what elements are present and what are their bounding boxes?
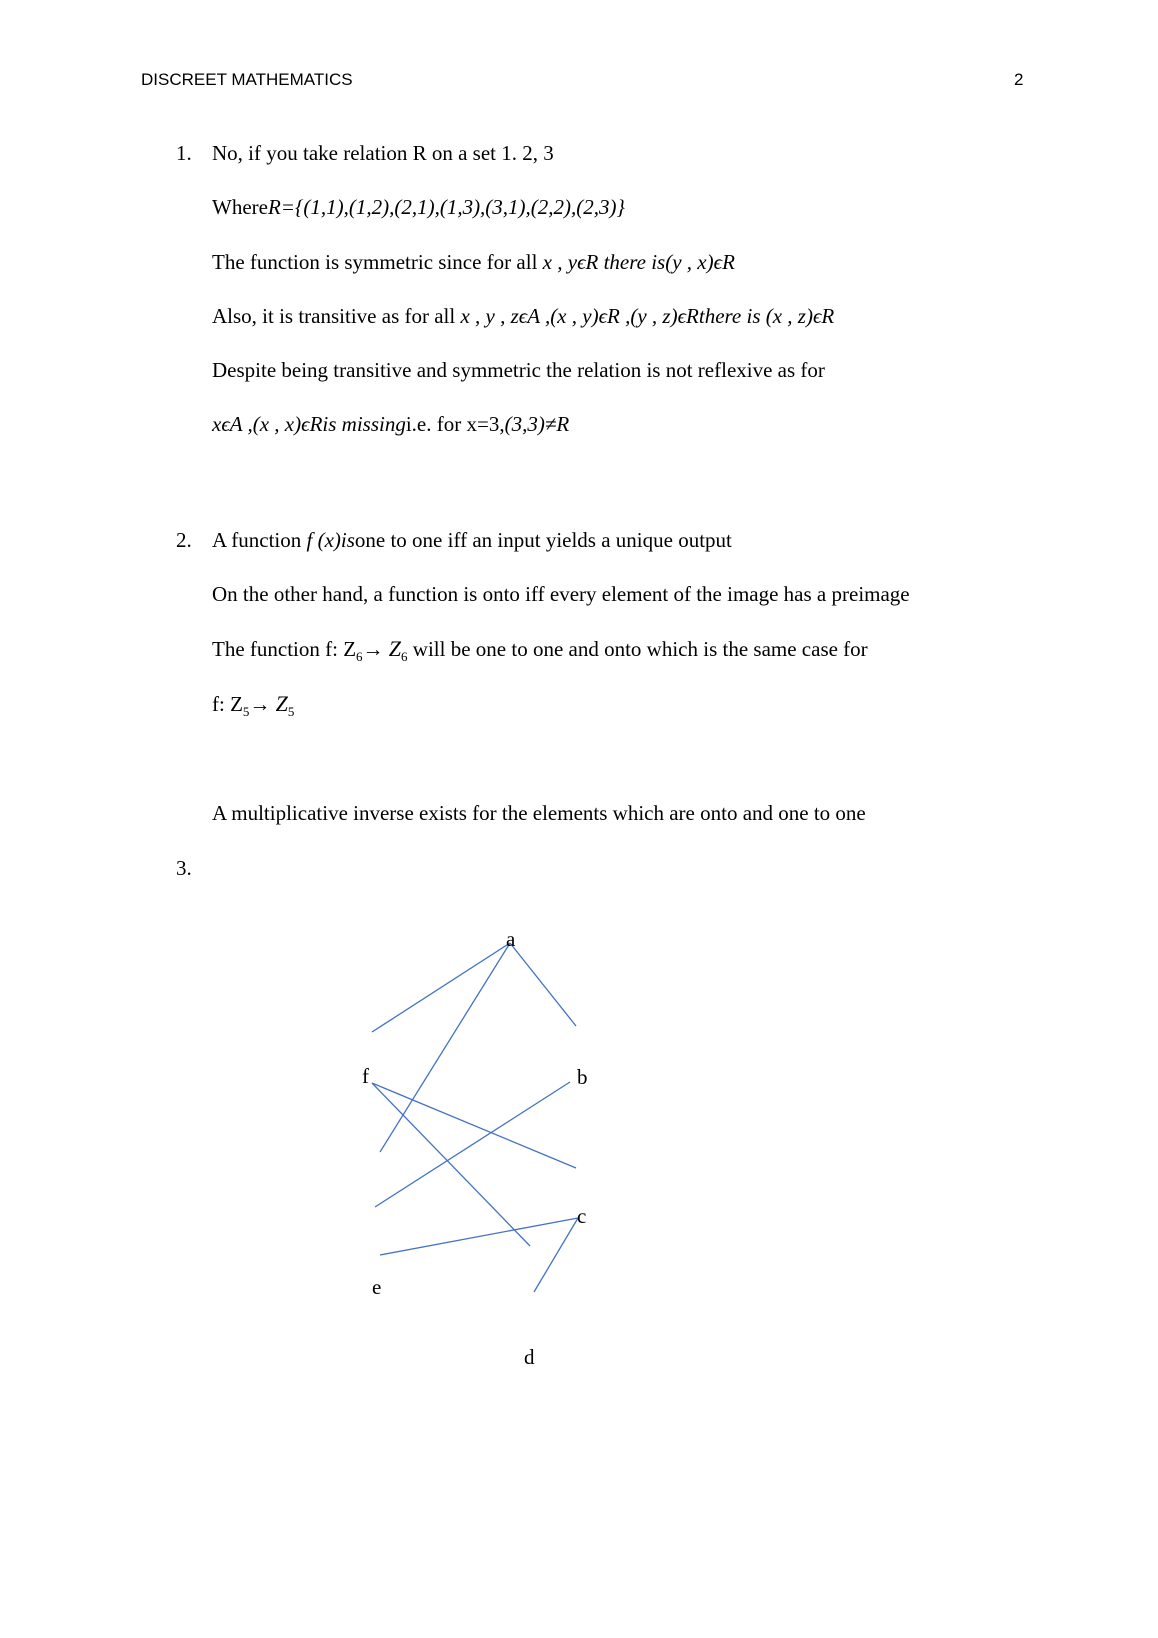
q2-line-3-sub-2: 6 bbox=[401, 649, 408, 665]
edge-line bbox=[375, 1082, 570, 1207]
q2-line-3-text-b: will be one to one and onto which is the same case for bbox=[407, 637, 868, 661]
edge-line bbox=[534, 1218, 578, 1292]
q1-line-3 bbox=[212, 250, 735, 275]
q2-function-math: f (x)is bbox=[306, 528, 355, 552]
q1-line-2 bbox=[212, 195, 625, 220]
q3-number: 3. bbox=[176, 856, 192, 880]
q1-transitive-math: x , y , zϵA ,(x , y)ϵR ,(y , z)ϵRthere is (x , z)ϵR bbox=[460, 304, 835, 328]
edge-line bbox=[372, 1083, 530, 1246]
running-header: DISCREET MATHEMATICS bbox=[141, 70, 353, 89]
graph-edges bbox=[372, 943, 578, 1292]
q1-line-1: No, if you take relation R on a set 1. 2, 3 bbox=[212, 141, 554, 165]
q1-relation-set: R={(1,1),(1,2),(2,1),(1,3),(3,1),(2,2),(2,3)} bbox=[267, 195, 625, 219]
q1-number: 1. bbox=[176, 141, 192, 165]
q2-line-2: On the other hand, a function is onto iff every element of the image has a preimage bbox=[212, 582, 910, 606]
edge-line bbox=[380, 943, 510, 1152]
q1-line-6-text: i.e. for x=3, bbox=[405, 412, 505, 436]
q1-reflexive-math: xϵA ,(x , x)ϵRis missing bbox=[212, 412, 406, 436]
node-label-f: f bbox=[362, 1064, 369, 1088]
q1-line-4-text: Also, it is transitive as for all bbox=[212, 304, 461, 328]
q2-line-4-z: Z bbox=[275, 691, 288, 716]
node-label-b: b bbox=[577, 1065, 588, 1089]
edge-line bbox=[380, 1218, 578, 1255]
edge-line bbox=[372, 1083, 576, 1168]
node-label-d: d bbox=[524, 1345, 535, 1369]
q1-line-6 bbox=[212, 412, 569, 437]
q1-line-3-text: The function is symmetric since for all bbox=[212, 250, 543, 274]
q1-counterexample-math: (3,3)≠R bbox=[504, 412, 570, 436]
edge-line bbox=[510, 943, 576, 1026]
q2-line-4-sub-1: 5 bbox=[242, 704, 250, 720]
q2-line-1-text-a: A function bbox=[212, 528, 307, 552]
q2-line-5: A multiplicative inverse exists for the elements which are onto and one to one bbox=[212, 801, 866, 825]
page-number: 2 bbox=[1014, 70, 1024, 89]
q2-line-4-sub-2: 5 bbox=[287, 704, 295, 720]
q1-line-4 bbox=[212, 304, 834, 329]
q2-line-4-text-a: f: Z bbox=[212, 692, 243, 716]
node-label-a: a bbox=[506, 927, 516, 951]
q2-number: 2. bbox=[176, 528, 192, 552]
edge-line bbox=[372, 943, 510, 1032]
q2-line-1 bbox=[212, 528, 732, 553]
q2-line-3-sub-1: 6 bbox=[356, 649, 363, 665]
node-label-c: c bbox=[577, 1204, 587, 1228]
q2-line-3-arrow: → bbox=[362, 637, 384, 661]
q2-line-3-z: Z bbox=[388, 636, 402, 661]
q2-line-4 bbox=[212, 691, 294, 720]
q2-line-4-arrow: → bbox=[249, 692, 271, 716]
q2-line-1-text-b: one to one iff an input yields a unique output bbox=[354, 528, 732, 552]
node-label-e: e bbox=[372, 1275, 382, 1299]
q1-symmetric-math: x , yϵR there is(y , x)ϵR bbox=[542, 250, 735, 274]
q1-line-2-text: Where bbox=[212, 195, 268, 219]
q1-line-5: Despite being transitive and symmetric the relation is not reflexive as for bbox=[212, 358, 825, 382]
q2-line-3-text-a: The function f: Z bbox=[212, 637, 357, 661]
q2-line-3 bbox=[212, 636, 868, 665]
